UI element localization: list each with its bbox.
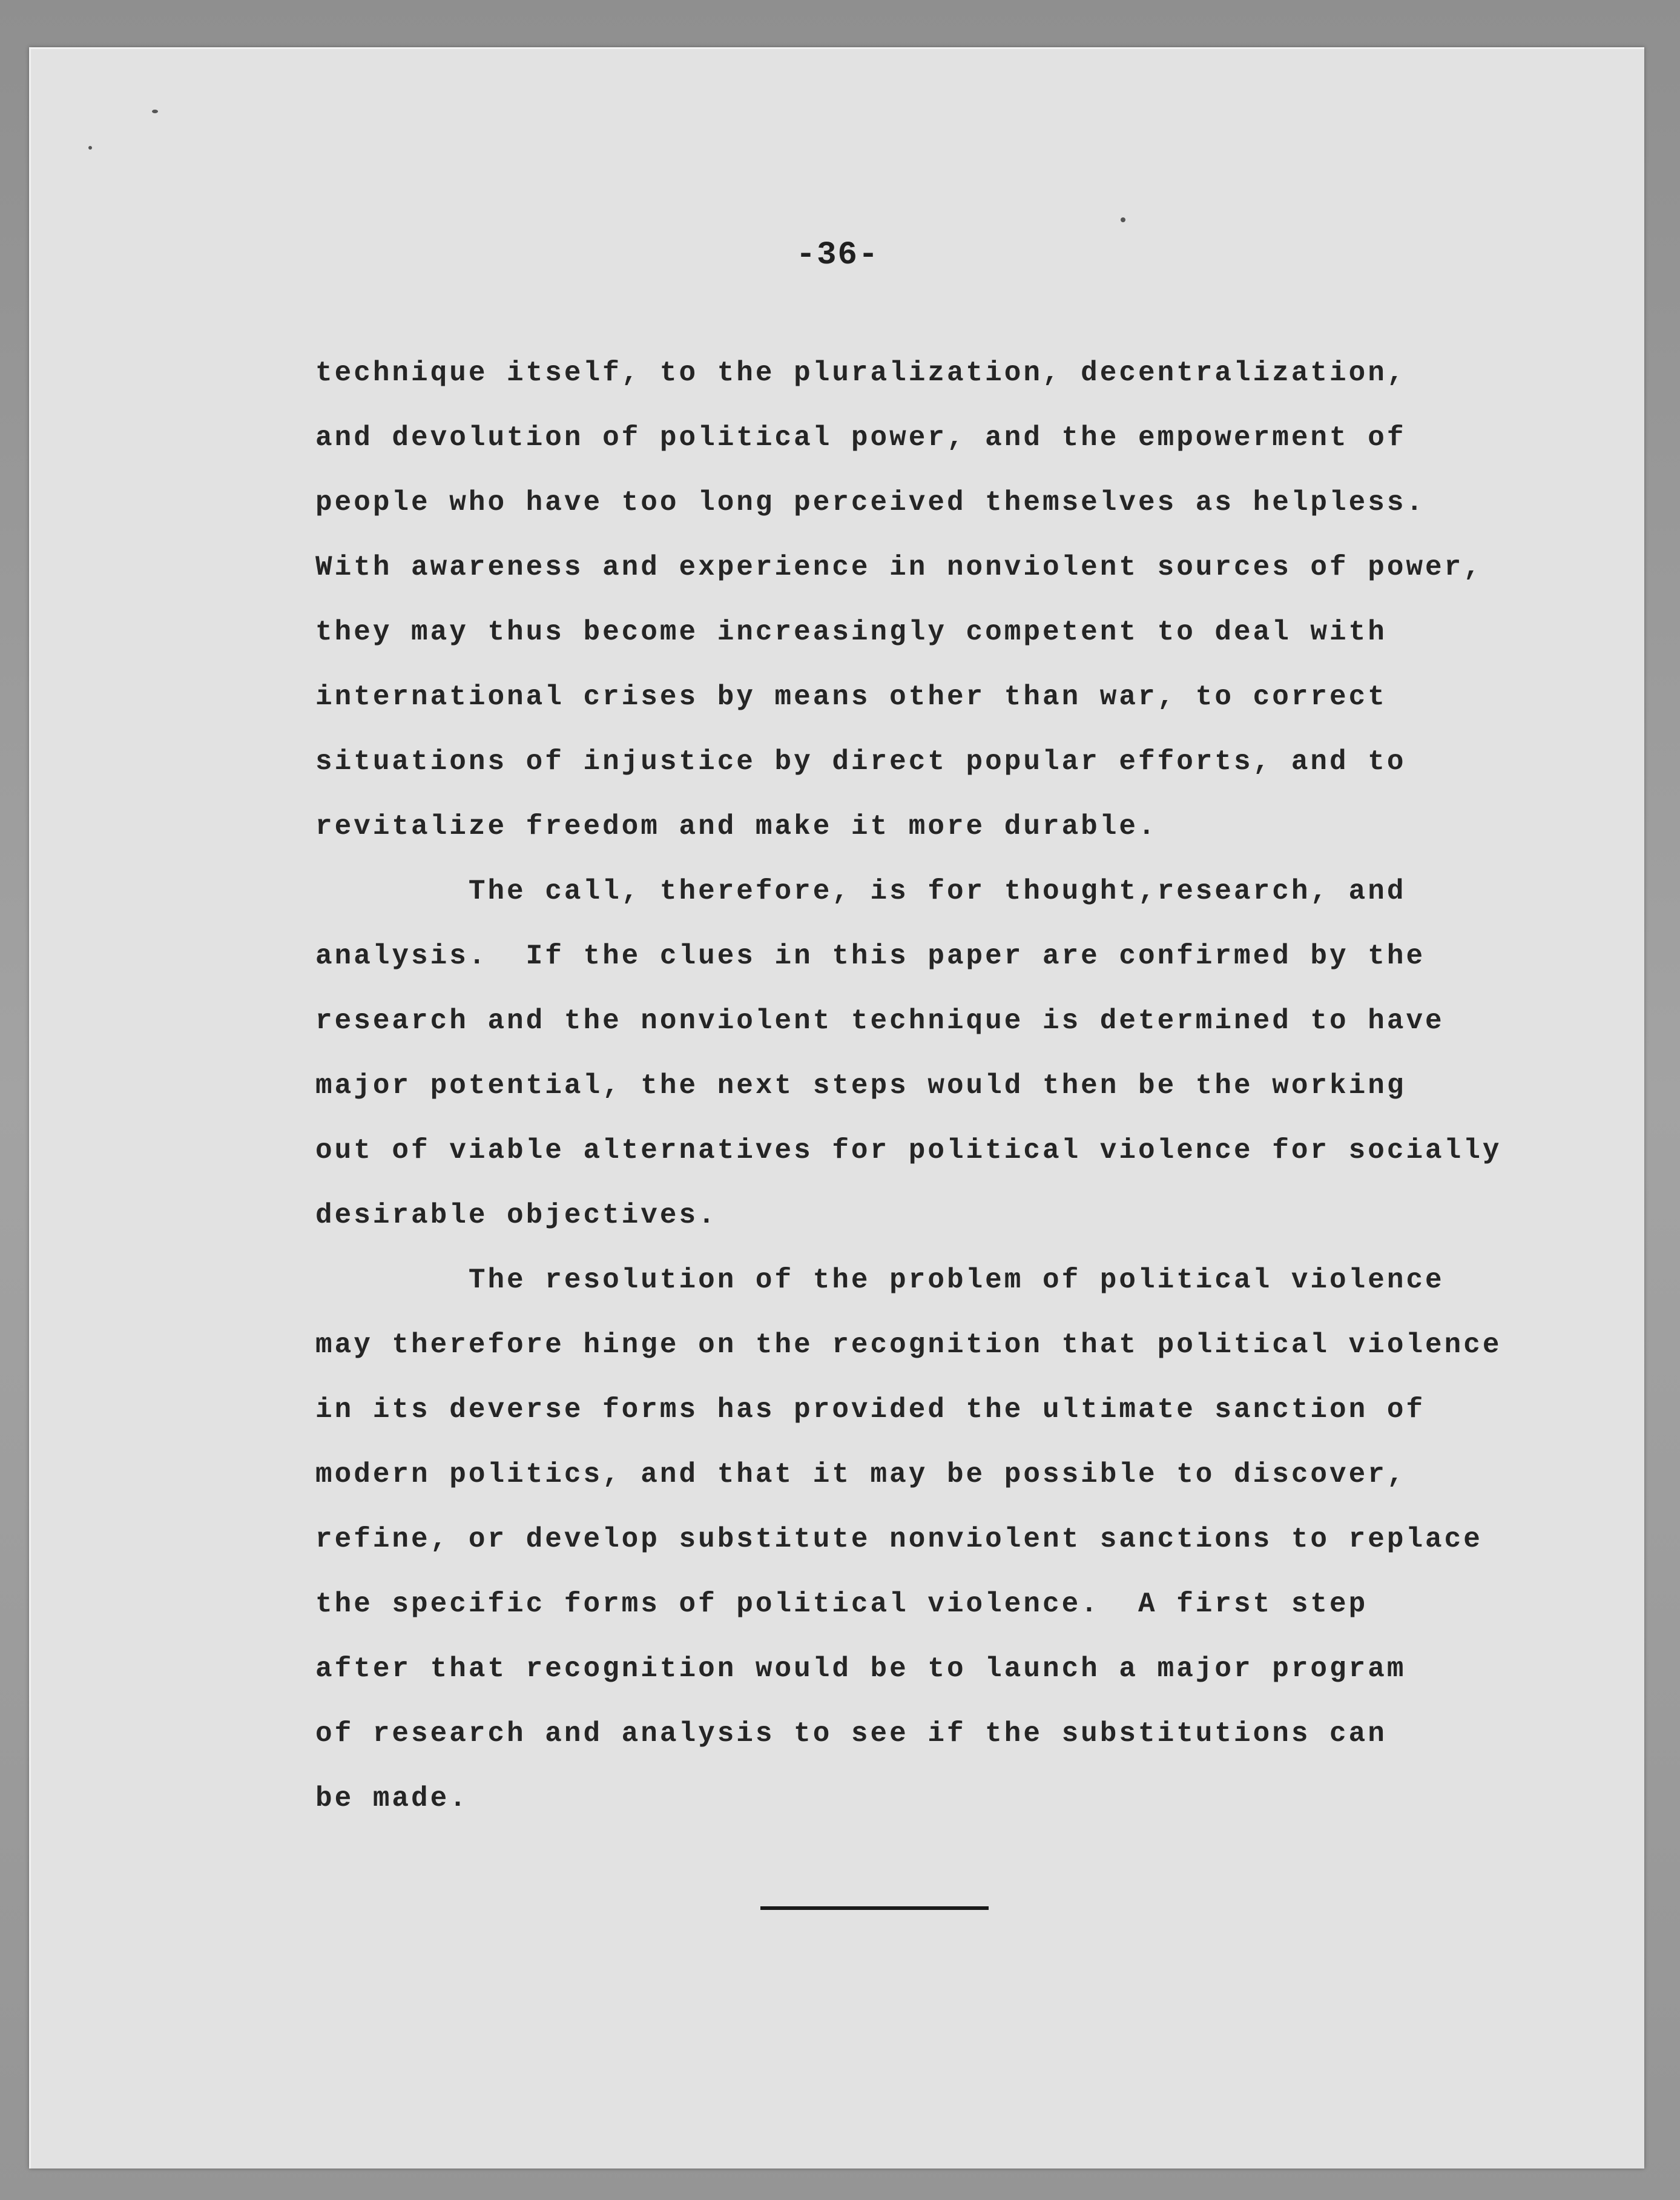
- text-line: technique itself, to the pluralization, decentralization,: [315, 357, 1406, 389]
- body-text: [315, 341, 1575, 1831]
- text-line: may therefore hinge on the recognition that political violence: [315, 1329, 1502, 1361]
- text-line: The call, therefore, is for thought,research, and: [315, 876, 1406, 907]
- speck-mark: [88, 146, 92, 150]
- text-line: of research and analysis to see if the substitutions can: [315, 1718, 1387, 1749]
- speck-mark: [152, 110, 158, 113]
- text-line: in its deverse forms has provided the ultimate sanction of: [315, 1394, 1426, 1425]
- text-line: out of viable alternatives for political violence for socially: [315, 1135, 1502, 1166]
- text-line: major potential, the next steps would then be the working: [315, 1070, 1406, 1102]
- text-line: modern politics, and that it may be possible to discover,: [315, 1459, 1406, 1490]
- typed-page: [29, 47, 1644, 2169]
- text-line: refine, or develop substitute nonviolent sanctions to replace: [315, 1524, 1483, 1555]
- page-number: -36-: [796, 237, 880, 274]
- text-line: they may thus become increasingly competent to deal with: [315, 616, 1387, 648]
- text-line: be made.: [315, 1783, 469, 1814]
- text-line: desirable objectives.: [315, 1200, 717, 1231]
- text-line: and devolution of political power, and the empowerment of: [315, 422, 1406, 454]
- end-rule: [760, 1906, 989, 1910]
- text-line: revitalize freedom and make it more durable.: [315, 811, 1158, 842]
- text-line: the specific forms of political violence. A first step: [315, 1588, 1368, 1620]
- text-line: With awareness and experience in nonviolent sources of power,: [315, 552, 1483, 583]
- text-line: research and the nonviolent technique is determined to have: [315, 1005, 1444, 1037]
- text-line: after that recognition would be to launch a major program: [315, 1653, 1406, 1685]
- speck-mark: [1121, 217, 1125, 222]
- text-line: international crises by means other than war, to correct: [315, 681, 1387, 713]
- text-line: situations of injustice by direct popular efforts, and to: [315, 746, 1406, 778]
- text-line: The resolution of the problem of political violence: [315, 1264, 1444, 1296]
- text-line: people who have too long perceived themselves as helpless.: [315, 487, 1426, 518]
- text-line: analysis. If the clues in this paper are confirmed by the: [315, 940, 1426, 972]
